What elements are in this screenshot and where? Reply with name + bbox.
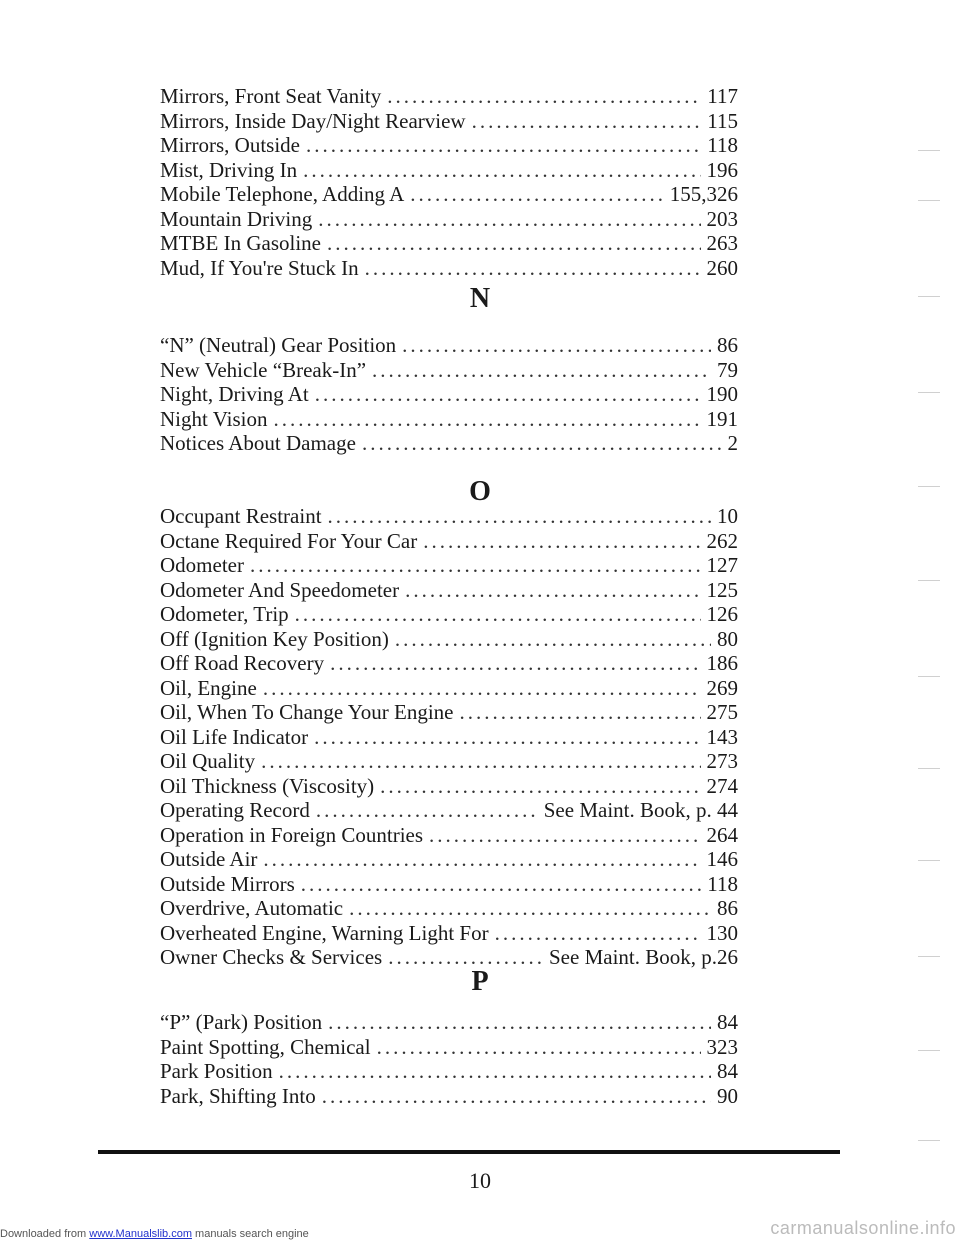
index-term: Night, Driving At (160, 382, 309, 406)
index-page-ref: 84 (717, 1059, 738, 1083)
index-section-p (160, 1010, 738, 1108)
index-entry (160, 553, 738, 578)
margin-mark (918, 956, 940, 957)
index-entry (160, 676, 738, 701)
index-term: MTBE In Gasoline (160, 231, 321, 255)
index-page-ref: 127 (706, 553, 738, 577)
dot-leader (405, 578, 700, 603)
margin-mark (918, 296, 940, 297)
dot-leader (303, 158, 700, 183)
dot-leader (328, 504, 711, 529)
index-entry (160, 847, 738, 872)
index-entry (160, 231, 738, 256)
watermark: carmanualsonline.info (770, 1218, 956, 1238)
index-page-ref: 118 (707, 133, 738, 157)
index-section-o (160, 504, 738, 970)
dot-leader (380, 774, 700, 799)
index-entry (160, 431, 738, 456)
index-page-ref: 2 (727, 431, 738, 455)
index-entry (160, 182, 738, 207)
dot-leader (261, 749, 700, 774)
index-entry (160, 578, 738, 603)
index-entry (160, 333, 738, 358)
dot-leader (387, 84, 701, 109)
dot-leader (295, 602, 701, 627)
download-prefix: Downloaded from (0, 1228, 90, 1240)
index-page-ref: 191 (706, 406, 738, 431)
index-page-ref: 143 (706, 724, 738, 749)
index-entry (160, 627, 738, 652)
index-entry (160, 529, 738, 554)
margin-mark (918, 860, 940, 861)
index-page-ref: 274 (706, 773, 738, 798)
index-term: Mirrors, Inside Day/Night Rearview (160, 108, 466, 133)
dot-leader (316, 798, 538, 823)
dot-leader (263, 676, 701, 701)
dot-leader (328, 1010, 711, 1035)
index-term: New Vehicle “Break-In” (160, 357, 367, 382)
dot-leader (423, 529, 700, 554)
dot-leader (263, 847, 700, 872)
index-term: Outside Mirrors (160, 871, 295, 896)
index-entry (160, 823, 738, 848)
index-entry (160, 700, 738, 725)
index-term: Oil, Engine (160, 675, 257, 700)
dot-leader (495, 921, 701, 946)
margin-mark (918, 768, 940, 769)
index-term: Paint Spotting, Chemical (160, 1034, 371, 1059)
index-entry (160, 407, 738, 432)
dot-leader (372, 358, 711, 383)
index-page-ref: 263 (706, 231, 738, 255)
index-page-ref: 130 (706, 920, 738, 945)
index-entry (160, 921, 738, 946)
index-term: Overdrive, Automatic (160, 896, 344, 920)
index-term: Odometer (160, 553, 244, 577)
index-entry (160, 725, 738, 750)
index-term: Oil, When To Change Your Engine (160, 700, 454, 724)
index-term: Odometer And Speedometer (160, 577, 400, 602)
index-entry (160, 382, 738, 407)
index-page-ref: 125 (706, 577, 738, 602)
index-term: Oil Quality (160, 749, 256, 773)
dot-leader (395, 627, 711, 652)
index-entry (160, 774, 738, 799)
index-page-ref: 146 (706, 847, 738, 871)
index-page-ref: 186 (706, 651, 738, 675)
dot-leader (460, 700, 701, 725)
index-page-ref: 115 (707, 108, 738, 133)
index-entry (160, 133, 738, 158)
index-page-ref: 10 (717, 504, 738, 528)
index-entry (160, 896, 738, 921)
index-entry (160, 358, 738, 383)
index-term: Mirrors, Front Seat Vanity (160, 84, 382, 108)
index-term: Park, Shifting Into (160, 1083, 316, 1108)
dot-leader (279, 1059, 711, 1084)
index-term: Notices About Damage (160, 431, 356, 455)
index-term: Mobile Telephone, Adding A (160, 182, 405, 206)
index-page-ref: 275 (706, 700, 738, 724)
page-number: 10 (469, 1168, 491, 1193)
index-page-ref: 262 (706, 528, 738, 553)
index-term: Owner Checks & Services (160, 945, 383, 969)
margin-mark (918, 150, 940, 151)
margin-mark (918, 1140, 940, 1141)
section-letter-p: P (471, 966, 489, 997)
dot-leader (315, 382, 701, 407)
index-page-ref: See Maint. Book, p. 44 (543, 798, 738, 822)
margin-mark (918, 1050, 940, 1051)
index-entry (160, 749, 738, 774)
dot-leader (250, 553, 701, 578)
section-letter-n: N (469, 283, 491, 314)
index-entry (160, 84, 738, 109)
download-suffix: manuals search engine (191, 1228, 309, 1240)
dot-leader (314, 725, 700, 750)
dot-leader (362, 431, 722, 456)
index-page-ref: 196 (706, 157, 738, 182)
margin-mark (918, 580, 940, 581)
index-page-ref: See Maint. Book, p.26 (549, 945, 738, 969)
index-entry (160, 872, 738, 897)
dot-leader (273, 407, 700, 432)
index-term: Operation in Foreign Countries (160, 822, 424, 847)
index-entry (160, 256, 738, 281)
index-term: Mountain Driving (160, 206, 313, 231)
download-banner (0, 1218, 960, 1242)
download-source (0, 1226, 309, 1242)
margin-mark (918, 392, 940, 393)
index-term: Odometer, Trip (160, 602, 289, 626)
index-term: Operating Record (160, 798, 310, 822)
dot-leader (349, 896, 711, 921)
index-entry (160, 1084, 738, 1109)
manualslib-link[interactable]: www.Manualslib.com (89, 1228, 192, 1240)
index-term: Mud, If You're Stuck In (160, 255, 359, 280)
index-section-n (160, 333, 738, 456)
index-section-m (160, 84, 738, 280)
dot-leader (330, 651, 700, 676)
index-term: Off (Ignition Key Position) (160, 626, 389, 651)
index-page-ref: 90 (717, 1083, 738, 1108)
index-term: Outside Air (160, 847, 258, 871)
index-page-ref: 273 (706, 749, 738, 773)
index-page-ref: 155,326 (669, 182, 738, 206)
dot-leader (318, 207, 700, 232)
index-entry (160, 109, 738, 134)
index-page-ref: 80 (717, 626, 738, 651)
index-page-ref: 79 (717, 357, 738, 382)
index-term: “P” (Park) Position (160, 1010, 323, 1034)
index-page-ref: 86 (717, 896, 738, 920)
margin-mark (918, 486, 940, 487)
index-entry (160, 1010, 738, 1035)
dot-leader (429, 823, 700, 848)
index-page-ref: 203 (706, 206, 738, 231)
dot-leader (301, 872, 702, 897)
index-entry (160, 798, 738, 823)
dot-leader (322, 1084, 711, 1109)
index-term: Night Vision (160, 406, 268, 431)
index-term: Mirrors, Outside (160, 133, 300, 157)
footer-rule (98, 1150, 840, 1154)
index-entry (160, 602, 738, 627)
index-term: Oil Thickness (Viscosity) (160, 773, 375, 798)
index-page-ref: 126 (706, 602, 738, 626)
index-term: Overheated Engine, Warning Light For (160, 920, 489, 945)
dot-leader (327, 231, 701, 256)
index-page-ref: 190 (706, 382, 738, 406)
index-entry (160, 158, 738, 183)
index-entry (160, 651, 738, 676)
index-entry (160, 1059, 738, 1084)
index-entry (160, 1035, 738, 1060)
margin-mark (918, 676, 940, 677)
dot-leader (410, 182, 663, 207)
index-term: “N” (Neutral) Gear Position (160, 333, 397, 357)
index-page-ref: 118 (707, 871, 738, 896)
index-page-ref: 260 (706, 255, 738, 280)
margin-mark (918, 200, 940, 201)
index-page-ref: 264 (706, 822, 738, 847)
index-entry (160, 504, 738, 529)
index-term: Oil Life Indicator (160, 724, 309, 749)
dot-leader (365, 256, 701, 281)
index-term: Occupant Restraint (160, 504, 322, 528)
index-term: Mist, Driving In (160, 157, 298, 182)
index-page-ref: 117 (707, 84, 738, 108)
index-term: Park Position (160, 1059, 273, 1083)
index-term: Off Road Recovery (160, 651, 325, 675)
dot-leader (402, 333, 711, 358)
index-page-ref: 84 (717, 1010, 738, 1034)
index-page-ref: 323 (706, 1034, 738, 1059)
index-term: Octane Required For Your Car (160, 528, 418, 553)
dot-leader (472, 109, 702, 134)
index-page-ref: 269 (706, 675, 738, 700)
index-page-ref: 86 (717, 333, 738, 357)
dot-leader (306, 133, 701, 158)
section-letter-o: O (469, 476, 491, 507)
index-entry (160, 207, 738, 232)
dot-leader (377, 1035, 701, 1060)
